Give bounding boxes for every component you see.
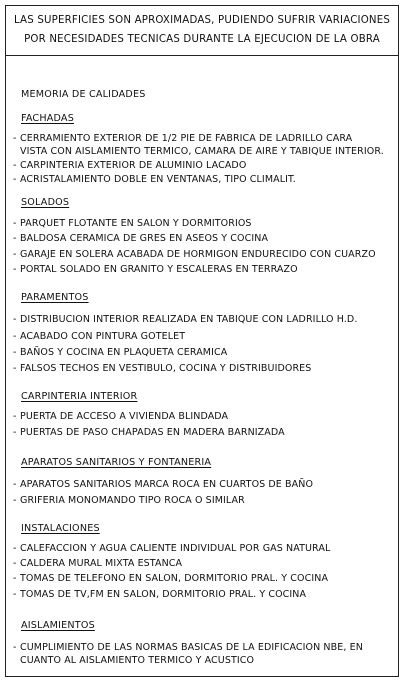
bullet-dash: - [13, 573, 17, 584]
list-item [13, 263, 298, 276]
bullet-dash: - [13, 249, 17, 260]
bullet-dash: - [13, 264, 17, 275]
notice-line-2: POR NECESIDADES TECNICAS DURANTE LA EJECUCION DE LA OBRA [24, 34, 380, 45]
bullet-dash: - [13, 589, 17, 600]
list-item [13, 248, 376, 261]
bullet-dash: - [13, 479, 17, 490]
item-text: GARAJE EN SOLERA ACABADA DE HORMIGON ENDURECIDO CON CUARZO [20, 249, 376, 260]
item-text: CALEFACCION Y AGUA CALIENTE INDIVIDUAL POR GAS NATURAL [20, 543, 331, 554]
item-text: CARPINTERIA EXTERIOR DE ALUMINIO LACADO [20, 160, 247, 171]
list-item [13, 641, 363, 667]
list-item [13, 346, 227, 359]
section-heading: SOLADOS [21, 197, 70, 208]
list-item [13, 173, 296, 186]
bullet-dash: - [13, 314, 17, 325]
section-heading: INSTALACIONES [21, 523, 100, 534]
bullet-dash: - [13, 347, 17, 358]
bullet-dash: - [13, 558, 17, 569]
bullet-dash: - [13, 642, 17, 653]
list-item [13, 426, 285, 439]
bullet-dash: - [13, 233, 17, 244]
list-item [13, 330, 185, 343]
item-text-continuation: VISTA CON AISLAMIENTO TERMICO, CAMARA DE AIRE Y TABIQUE INTERIOR. [20, 146, 384, 157]
bullet-dash: - [13, 495, 17, 506]
item-text: CERRAMIENTO EXTERIOR DE 1/2 PIE DE FABRICA DE LADRILLO CARA [20, 133, 353, 144]
section-heading: CARPINTERIA INTERIOR [21, 391, 138, 402]
item-text: CALDERA MURAL MIXTA ESTANCA [20, 558, 183, 569]
item-text: BAÑOS Y COCINA EN PLAQUETA CERAMICA [20, 347, 228, 358]
document-frame [5, 5, 399, 677]
item-text: PORTAL SOLADO EN GRANITO Y ESCALERAS EN TERRAZO [20, 264, 298, 275]
list-item [13, 132, 384, 158]
bullet-dash: - [13, 133, 17, 144]
list-item [13, 159, 246, 172]
section-heading: APARATOS SANITARIOS Y FONTANERIA [21, 457, 212, 468]
item-text: ACABADO CON PINTURA GOTELET [20, 331, 186, 342]
item-text: GRIFERIA MONOMANDO TIPO ROCA O SIMILAR [20, 495, 245, 506]
item-text: BALDOSA CERAMICA DE GRES EN ASEOS Y COCINA [20, 233, 269, 244]
section-heading: PARAMENTOS [21, 292, 89, 303]
list-item [13, 410, 228, 423]
bullet-dash: - [13, 363, 17, 374]
item-text: PARQUET FLOTANTE EN SALON Y DORMITORIOS [20, 218, 252, 229]
list-item [13, 478, 313, 491]
list-item [13, 494, 245, 507]
item-text: FALSOS TECHOS EN VESTIBULO, COCINA Y DISTRIBUIDORES [20, 363, 312, 374]
bullet-dash: - [13, 543, 17, 554]
bullet-dash: - [13, 411, 17, 422]
item-text: PUERTAS DE PASO CHAPADAS EN MADERA BARNIZADA [20, 427, 285, 438]
bullet-dash: - [13, 174, 17, 185]
list-item [13, 588, 306, 601]
list-item [13, 557, 182, 570]
section-heading: AISLAMIENTOS [21, 620, 95, 631]
item-text: DISTRIBUCION INTERIOR REALIZADA EN TABIQUE CON LADRILLO H.D. [20, 314, 358, 325]
section-heading: FACHADAS [21, 113, 74, 124]
notice-line-1: LAS SUPERFICIES SON APROXIMADAS, PUDIENDO SUFRIR VARIACIONES [13, 15, 391, 26]
bullet-dash: - [13, 160, 17, 171]
item-text: ACRISTALAMIENTO DOBLE EN VENTANAS, TIPO CLIMALIT. [20, 174, 296, 185]
item-text-continuation: CUANTO AL AISLAMIENTO TERMICO Y ACUSTICO [20, 655, 255, 666]
bullet-dash: - [13, 331, 17, 342]
bullet-dash: - [13, 218, 17, 229]
list-item [13, 232, 268, 245]
document-title: MEMORIA DE CALIDADES [21, 89, 146, 100]
item-text: TOMAS DE TV,FM EN SALON, DORMITORIO PRAL. Y COCINA [20, 589, 307, 600]
list-item [13, 217, 252, 230]
item-text: PUERTA DE ACCESO A VIVIENDA BLINDADA [20, 411, 229, 422]
list-item [13, 313, 357, 326]
list-item [13, 362, 311, 375]
item-text: CUMPLIMIENTO DE LAS NORMAS BASICAS DE LA EDIFICACION NBE, EN [20, 642, 363, 653]
list-item [13, 542, 330, 555]
item-text: TOMAS DE TELEFONO EN SALON, DORMITORIO PRAL. Y COCINA [20, 573, 329, 584]
bullet-dash: - [13, 427, 17, 438]
list-item [13, 572, 328, 585]
notice-box [6, 6, 398, 56]
item-text: APARATOS SANITARIOS MARCA ROCA EN CUARTOS DE BAÑO [20, 479, 314, 490]
